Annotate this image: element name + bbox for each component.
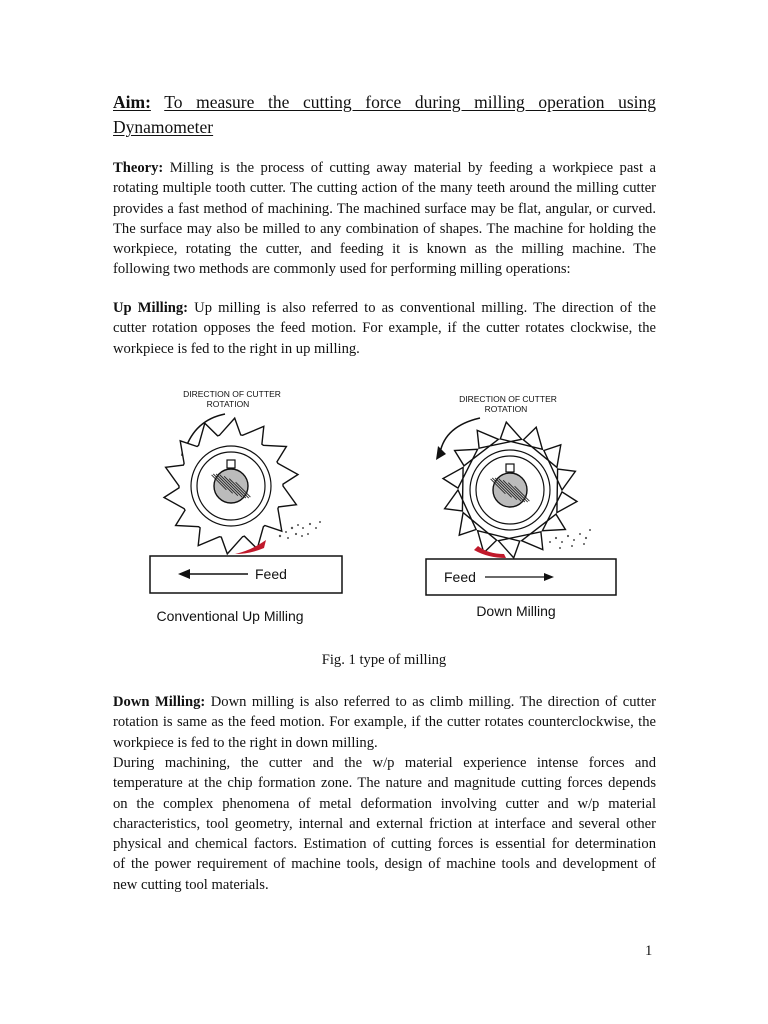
theory-paragraph xyxy=(113,158,656,280)
up-milling-label: Up Milling: xyxy=(113,300,189,316)
keyway xyxy=(227,460,235,468)
down-milling-line: workpiece is fed to the right in down milling. xyxy=(113,734,378,751)
theory-line: rotating multiple tooth cutter. The cutting action of the many teeth around the milling cutter xyxy=(113,180,656,197)
up-milling-diagram xyxy=(150,389,342,624)
feed-label: Feed xyxy=(444,569,476,585)
up-milling-title: Conventional Up Milling xyxy=(156,608,304,624)
chips-icon xyxy=(279,521,321,539)
milling-cutter-icon xyxy=(164,418,298,554)
aim-label: Aim: xyxy=(113,92,151,112)
aim-heading xyxy=(113,90,656,140)
rotation-label: ROTATION xyxy=(206,399,250,409)
theory-label: Theory: xyxy=(113,160,164,176)
up-milling-line: workpiece is fed to the right in up milling. xyxy=(113,340,360,357)
rotation-label: ROTATION xyxy=(484,404,528,414)
machining-line: of the power requirement of machine tools, design of machine tools and development of xyxy=(113,856,656,873)
machining-line: on the complex phenomena of metal deformation involving cutter and w/p material xyxy=(113,795,656,812)
machining-line: temperature at the chip formation zone. The nature and magnitude cutting forces depends xyxy=(113,775,656,792)
keyway xyxy=(506,464,514,472)
theory-line: The surface may also be milled to any combination of shapes. The machine for holding the xyxy=(113,220,656,237)
down-milling-title: Down Milling xyxy=(476,603,556,619)
aim-text-line2: Dynamometer xyxy=(113,117,214,137)
machining-line: new cutting tool materials. xyxy=(113,876,269,893)
page-number: 1 xyxy=(645,943,653,959)
theory-line: provides a fast method of machining. The machined surface may be flat, angular, or curved. xyxy=(113,200,656,217)
theory-line: following two methods are commonly used for performing milling operations: xyxy=(113,261,571,278)
figure-caption: Fig. 1 type of milling xyxy=(321,652,447,668)
up-milling-line: cutter rotation opposes the feed motion. For example, if the cutter rotates clockwise, the xyxy=(113,320,656,337)
feed-label: Feed xyxy=(255,566,287,582)
down-milling-paragraph xyxy=(113,692,656,753)
down-milling-line: Down milling is also referred to as climb milling. The direction of cutter xyxy=(210,694,656,710)
up-milling-paragraph xyxy=(113,298,656,359)
machining-line: physical and chemical factors. Estimation of cutting forces is essential for determination xyxy=(113,836,656,853)
cut-zone-icon xyxy=(474,546,506,558)
chips-icon xyxy=(549,529,591,549)
up-milling-line: Up milling is also referred to as conventional milling. The direction of the xyxy=(194,300,656,316)
theory-line: Milling is the process of cutting away material by feeding a workpiece past a xyxy=(169,160,656,176)
milling-figure xyxy=(140,378,640,628)
rotation-arrow-icon xyxy=(440,418,480,453)
rotation-label: DIRECTION OF CUTTER xyxy=(183,389,281,399)
down-milling-diagram xyxy=(426,394,616,619)
theory-line: workpiece, rotating the cutter, and feeding it is known as the milling machine. The xyxy=(113,241,656,258)
down-milling-label: Down Milling: xyxy=(113,694,206,710)
machining-line: During machining, the cutter and the w/p material experience intense forces and xyxy=(113,755,656,771)
machining-line: characteristics, tool geometry, internal and external friction at interface and several other xyxy=(113,815,656,832)
down-milling-line: rotation is same as the feed motion. For example, if the cutter rotates counterclockwise, the xyxy=(113,714,656,731)
rotation-label: DIRECTION OF CUTTER xyxy=(459,394,557,404)
aim-text-line1: To measure the cutting force during milling operation using xyxy=(164,92,657,112)
machining-paragraph xyxy=(113,753,656,895)
